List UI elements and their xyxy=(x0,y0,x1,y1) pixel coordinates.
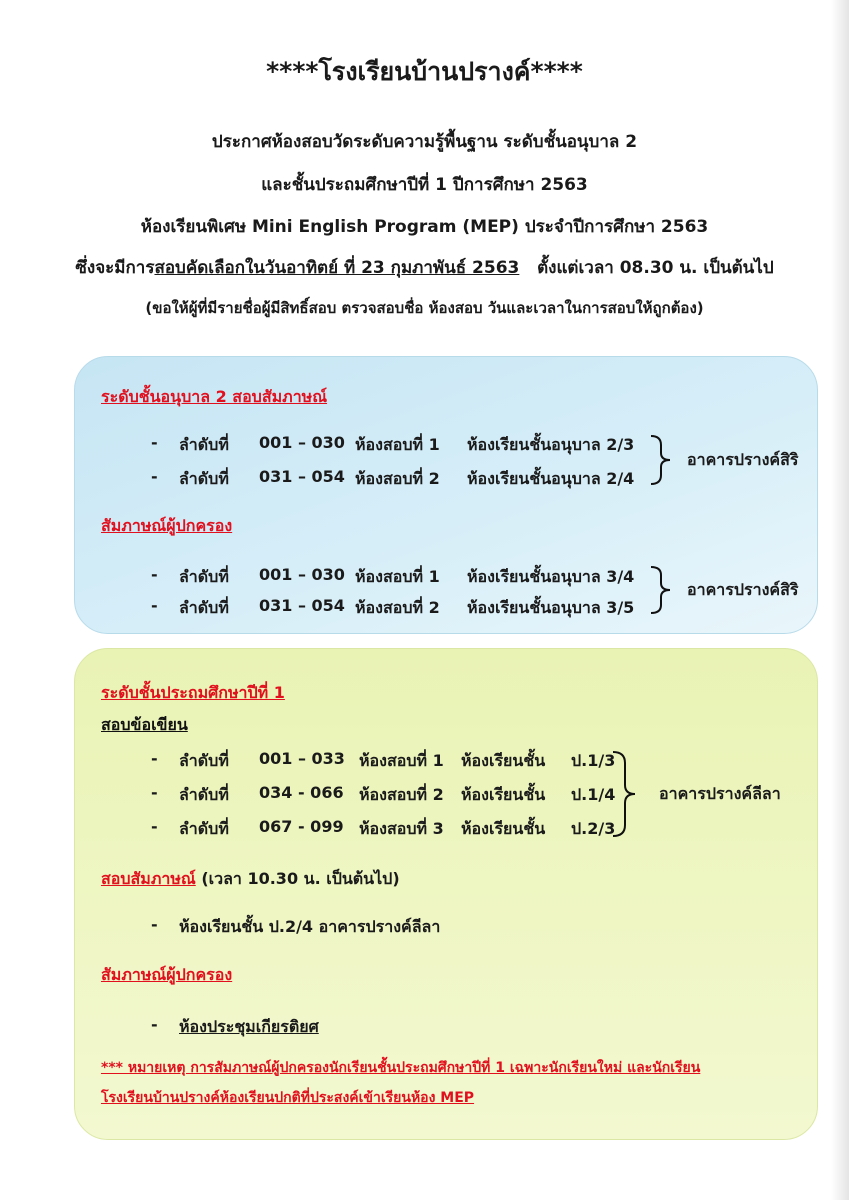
row-dash: - xyxy=(151,565,158,584)
row-range: 001 – 033 xyxy=(259,749,345,768)
kindergarten-parent-building: อาคารปรางค์สิริ xyxy=(687,580,799,599)
interview-room: ห้องเรียนชั้น ป.2/4 อาคารปรางค์ลีลา xyxy=(179,917,441,936)
row-label: ลำดับที่ xyxy=(179,785,229,804)
row-dash: - xyxy=(151,783,158,802)
school-title: ****โรงเรียนบ้านปรางค์**** xyxy=(266,57,583,86)
row-room: ห้องสอบที่ 2 xyxy=(359,785,444,804)
announcement-line-4 xyxy=(0,254,849,281)
row-label: ลำดับที่ xyxy=(179,751,229,770)
row-dash: - xyxy=(151,1015,158,1034)
row-room: ห้องสอบที่ 1 xyxy=(355,567,440,586)
row-room: ห้องสอบที่ 3 xyxy=(359,819,444,838)
right-brace-icon xyxy=(649,431,679,489)
row-range: 001 – 030 xyxy=(259,433,345,452)
row-dash: - xyxy=(151,915,158,934)
kindergarten-parent-title: สัมภาษณ์ผู้ปกครอง xyxy=(101,516,233,535)
written-exam-title: สอบข้อเขียน xyxy=(101,715,188,734)
row-class: ห้องเรียนชั้น xyxy=(461,751,546,770)
primary-title: ระดับชั้นประถมศึกษาปีที่ 1 xyxy=(101,683,285,702)
row-class: ห้องเรียนชั้นอนุบาล 3/5 xyxy=(467,598,635,617)
kindergarten-title: ระดับชั้นอนุบาล 2 สอบสัมภาษณ์ xyxy=(101,387,328,406)
interview-title: สอบสัมภาษณ์ xyxy=(101,869,196,888)
row-label: ลำดับที่ xyxy=(179,598,229,617)
row-label: ลำดับที่ xyxy=(179,435,229,454)
row-label: ลำดับที่ xyxy=(179,567,229,586)
row-class: ห้องเรียนชั้นอนุบาล 2/3 xyxy=(467,435,635,454)
right-brace-icon xyxy=(611,747,643,841)
row-grade: ป.1/4 xyxy=(571,785,616,804)
kindergarten-section xyxy=(74,356,818,634)
row-range: 067 - 099 xyxy=(259,817,344,836)
row-range: 031 – 054 xyxy=(259,467,345,486)
exam-date: สอบคัดเลือกในวันอาทิตย์ ที่ 23 กุมภาพันธ์ 2563 xyxy=(154,258,520,278)
announcement-line-3: ห้องเรียนพิเศษ Mini English Program (MEP) ประจำปีการศึกษา 2563 xyxy=(140,217,709,237)
right-brace-icon xyxy=(649,563,679,617)
remark-line-2: โรงเรียนบ้านปรางค์ห้องเรียนปกติที่ประสงค์เข้าเรียนห้อง MEP xyxy=(101,1090,475,1106)
row-label: ลำดับที่ xyxy=(179,819,229,838)
row-dash: - xyxy=(151,467,158,486)
row-dash: - xyxy=(151,433,158,452)
list-item xyxy=(151,915,551,939)
row-room: ห้องสอบที่ 1 xyxy=(359,751,444,770)
announcement-line-2: และชั้นประถมศึกษาปีที่ 1 ปีการศึกษา 2563 xyxy=(261,175,588,195)
row-dash: - xyxy=(151,596,158,615)
remark-line-1: *** หมายเหตุ การสัมภาษณ์ผู้ปกครองนักเรียนชั้นประถมศึกษาปีที่ 1 เฉพาะนักเรียนใหม่ และนักเรียน xyxy=(101,1060,701,1076)
list-item xyxy=(151,1015,451,1039)
row-range: 034 - 066 xyxy=(259,783,344,802)
interview-time: (เวลา 10.30 น. เป็นต้นไป) xyxy=(195,869,400,888)
row-class: ห้องเรียนชั้นอนุบาล 3/4 xyxy=(467,567,635,586)
primary-parent-title: สัมภาษณ์ผู้ปกครอง xyxy=(101,965,233,984)
parent-room: ห้องประชุมเกียรติยศ xyxy=(179,1017,319,1036)
row-dash: - xyxy=(151,749,158,768)
row-room: ห้องสอบที่ 2 xyxy=(355,598,440,617)
announcement-line-1: ประกาศห้องสอบวัดระดับความรู้พื้นฐาน ระดับชั้นอนุบาล 2 xyxy=(211,132,638,152)
kindergarten-building: อาคารปรางค์สิริ xyxy=(687,450,799,469)
written-exam-building: อาคารปรางค์ลีลา xyxy=(659,784,781,803)
announcement-note: (ขอให้ผู้ที่มีรายชื่อผู้มีสิทธิ์สอบ ตรวจสอบชื่อ ห้องสอบ วันและเวลาในการสอบให้ถูกต้อง) xyxy=(145,299,704,317)
row-room: ห้องสอบที่ 2 xyxy=(355,469,440,488)
row-grade: ป.1/3 xyxy=(571,751,616,770)
row-class: ห้องเรียนชั้น xyxy=(461,785,546,804)
row-room: ห้องสอบที่ 1 xyxy=(355,435,440,454)
interview-heading xyxy=(101,867,400,892)
row-range: 031 – 054 xyxy=(259,596,345,615)
row-grade: ป.2/3 xyxy=(571,819,616,838)
row-class: ห้องเรียนชั้นอนุบาล 2/4 xyxy=(467,469,635,488)
exam-date-prefix: ซึ่งจะมีการ xyxy=(75,258,155,278)
row-class: ห้องเรียนชั้น xyxy=(461,819,546,838)
row-label: ลำดับที่ xyxy=(179,469,229,488)
row-dash: - xyxy=(151,817,158,836)
primary-section xyxy=(74,648,818,1140)
row-range: 001 – 030 xyxy=(259,565,345,584)
exam-time: ตั้งแต่เวลา 08.30 น. เป็นต้นไป xyxy=(537,258,774,278)
